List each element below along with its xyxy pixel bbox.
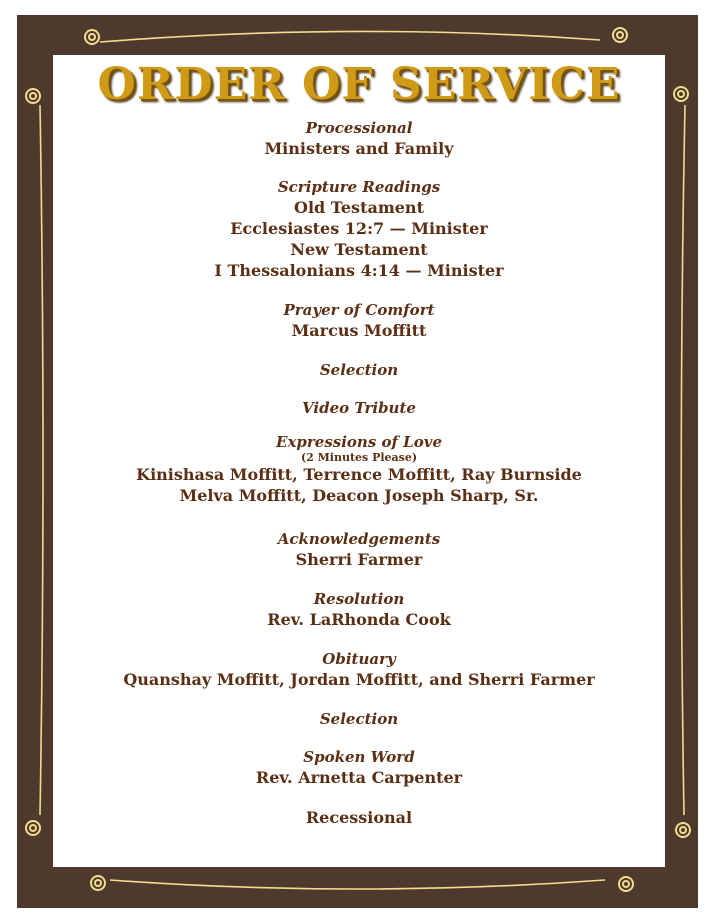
scroll-left-top-icon	[26, 89, 40, 103]
section-expressions-of-love	[53, 432, 665, 506]
section-heading: Processional	[305, 119, 413, 137]
section-spoken-word	[53, 747, 665, 788]
section-heading: Resolution	[313, 590, 405, 608]
scroll-bottom-left-icon	[91, 876, 105, 890]
scroll-left-bottom-icon	[26, 821, 40, 835]
section-heading: Scripture Readings	[277, 178, 441, 196]
section-heading: Obituary	[322, 650, 396, 668]
section-selection	[53, 360, 665, 380]
scroll-bottom-right-icon	[619, 877, 633, 891]
section-line: New Testament	[290, 240, 428, 259]
section-recessional	[53, 807, 665, 828]
section-line: Quanshay Moffitt, Jordan Moffitt, and Sherri Farmer	[123, 670, 595, 689]
section-heading: Prayer of Comfort	[283, 301, 435, 319]
section-prayer-of-comfort	[53, 300, 665, 341]
section-scripture-readings	[53, 177, 665, 281]
section-line: Rev. Arnetta Carpenter	[255, 768, 463, 787]
scroll-right-top-icon	[674, 87, 688, 101]
scroll-right-bottom-icon	[676, 823, 690, 837]
section-acknowledgements	[53, 529, 665, 570]
scroll-top-right-icon	[613, 28, 627, 42]
section-heading: Spoken Word	[303, 748, 415, 766]
section-heading: Expressions of Love	[276, 433, 442, 451]
section-line: Melva Moffitt, Deacon Joseph Sharp, Sr.	[179, 486, 539, 505]
section-heading: Selection	[319, 710, 399, 728]
scroll-top-left-icon	[85, 30, 99, 44]
section-line: Ecclesiastes 12:7 — Minister	[230, 219, 488, 238]
section-resolution	[53, 589, 665, 630]
section-obituary	[53, 649, 665, 690]
section-line: Sherri Farmer	[295, 550, 423, 569]
section-line: Old Testament	[294, 198, 424, 217]
section-line: Recessional	[305, 808, 413, 827]
page-title: ORDER OF SERVICE	[97, 59, 621, 110]
section-line: Ministers and Family	[264, 139, 454, 158]
section-processional	[53, 118, 665, 159]
section-heading: Video Tribute	[302, 399, 416, 417]
section-video-tribute	[53, 398, 665, 418]
section-heading: Acknowledgements	[277, 530, 441, 548]
section-line: I Thessalonians 4:14 — Minister	[214, 261, 504, 280]
section-heading: Selection	[319, 361, 399, 379]
section-line: Marcus Moffitt	[291, 321, 427, 340]
section-line: Kinishasa Moffitt, Terrence Moffitt, Ray Burnside	[136, 465, 582, 484]
section-line: Rev. LaRhonda Cook	[267, 610, 451, 629]
section-selection-2	[53, 709, 665, 729]
section-note: (2 Minutes Please)	[300, 451, 418, 464]
